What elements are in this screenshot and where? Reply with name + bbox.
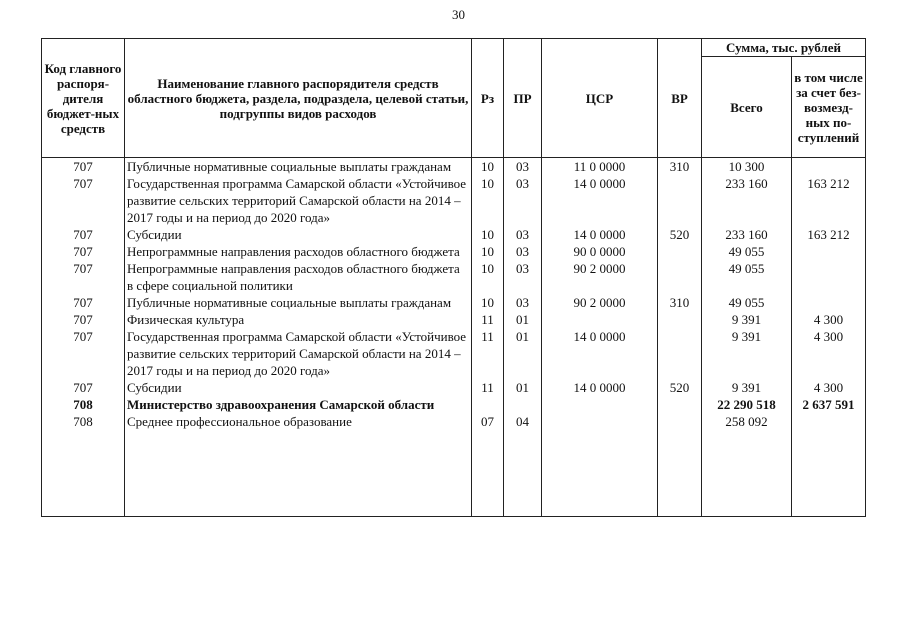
row-gratis: [792, 158, 866, 176]
page-number: 30: [452, 7, 465, 22]
row-rz: 10: [472, 260, 504, 294]
row-name: Министерство здравоохранения Самарской области: [125, 396, 472, 413]
row-csr: 14 0 0000: [542, 379, 658, 396]
row-csr: 90 2 0000: [542, 294, 658, 311]
row-csr: 14 0 0000: [542, 226, 658, 243]
row-gratis: 4 300: [792, 311, 866, 328]
row-pr: 04: [504, 413, 542, 430]
header-code: Код главного распоря-дителя бюджет-ных средств: [42, 39, 125, 158]
row-code: 707: [42, 243, 125, 260]
row-gratis: 4 300: [792, 379, 866, 396]
row-gratis: 163 212: [792, 226, 866, 243]
table-row: [42, 413, 866, 430]
row-gratis: 4 300: [792, 328, 866, 379]
row-vr: [658, 396, 702, 413]
filler-cell: [125, 430, 472, 517]
row-rz: 11: [472, 328, 504, 379]
row-name: Государственная программа Самарской области «Устойчивое развитие сельских территорий Самарской области на 2014 – 2017 годы и на период до 2020 года»: [125, 175, 472, 226]
filler-cell: [702, 430, 792, 517]
header-name: Наименование главного распорядителя средств областного бюджета, раздела, подраздела, целевой статьи, подгруппы видов расходов: [125, 39, 472, 158]
table-row: [42, 226, 866, 243]
filler-cell: [472, 430, 504, 517]
row-csr: 11 0 0000: [542, 158, 658, 176]
row-gratis: [792, 243, 866, 260]
table-row: [42, 294, 866, 311]
row-total: 49 055: [702, 260, 792, 294]
row-total: 258 092: [702, 413, 792, 430]
row-vr: [658, 260, 702, 294]
filler-cell: [792, 430, 866, 517]
table-row: [42, 328, 866, 379]
table-header: [42, 39, 866, 158]
row-total: 9 391: [702, 328, 792, 379]
row-rz: [472, 396, 504, 413]
row-name: Физическая культура: [125, 311, 472, 328]
row-name: Государственная программа Самарской области «Устойчивое развитие сельских территорий Самарской области на 2014 – 2017 годы и на период до 2020 года»: [125, 328, 472, 379]
row-vr: 310: [658, 294, 702, 311]
row-pr: 01: [504, 328, 542, 379]
filler-cell: [504, 430, 542, 517]
row-total: 10 300: [702, 158, 792, 176]
row-pr: 01: [504, 379, 542, 396]
row-code: 707: [42, 260, 125, 294]
row-total: 49 055: [702, 294, 792, 311]
row-rz: 10: [472, 226, 504, 243]
row-rz: 10: [472, 158, 504, 176]
row-pr: 01: [504, 311, 542, 328]
row-pr: 03: [504, 243, 542, 260]
header-sum: Сумма, тыс. рублей: [702, 39, 866, 57]
row-vr: [658, 243, 702, 260]
row-total: 49 055: [702, 243, 792, 260]
table-row: [42, 175, 866, 226]
row-code: 707: [42, 379, 125, 396]
row-csr: [542, 396, 658, 413]
row-csr: [542, 311, 658, 328]
table-filler-row: [42, 430, 866, 517]
row-name: Публичные нормативные социальные выплаты гражданам: [125, 158, 472, 176]
table-row: [42, 311, 866, 328]
row-total: 22 290 518: [702, 396, 792, 413]
budget-table: [41, 38, 866, 517]
filler-cell: [658, 430, 702, 517]
row-name: Субсидии: [125, 379, 472, 396]
row-pr: 03: [504, 175, 542, 226]
header-rz: Рз: [472, 39, 504, 158]
row-name: Субсидии: [125, 226, 472, 243]
row-vr: [658, 175, 702, 226]
row-gratis: [792, 413, 866, 430]
row-csr: 14 0 0000: [542, 175, 658, 226]
row-rz: 07: [472, 413, 504, 430]
row-name: Публичные нормативные социальные выплаты гражданам: [125, 294, 472, 311]
table-row: [42, 243, 866, 260]
table-row: [42, 158, 866, 176]
row-csr: [542, 413, 658, 430]
row-name: Среднее профессиональное образование: [125, 413, 472, 430]
row-csr: 14 0 0000: [542, 328, 658, 379]
row-csr: 90 0 0000: [542, 243, 658, 260]
row-rz: 10: [472, 175, 504, 226]
row-vr: 310: [658, 158, 702, 176]
row-gratis: 163 212: [792, 175, 866, 226]
row-pr: [504, 396, 542, 413]
row-code: 707: [42, 158, 125, 176]
row-code: 707: [42, 294, 125, 311]
row-vr: [658, 311, 702, 328]
header-pr: ПР: [504, 39, 542, 158]
table-row: [42, 260, 866, 294]
row-rz: 10: [472, 294, 504, 311]
row-code: 707: [42, 226, 125, 243]
filler-cell: [42, 430, 125, 517]
row-name: Непрограммные направления расходов областного бюджета в сфере социальной политики: [125, 260, 472, 294]
table-body: [42, 158, 866, 517]
row-code: 707: [42, 175, 125, 226]
row-vr: 520: [658, 379, 702, 396]
row-pr: 03: [504, 226, 542, 243]
row-gratis: 2 637 591: [792, 396, 866, 413]
row-name: Непрограммные направления расходов областного бюджета: [125, 243, 472, 260]
header-csr: ЦСР: [542, 39, 658, 158]
row-pr: 03: [504, 158, 542, 176]
table-row: [42, 396, 866, 413]
row-total: 9 391: [702, 311, 792, 328]
table-row: [42, 379, 866, 396]
row-vr: [658, 328, 702, 379]
row-rz: 11: [472, 311, 504, 328]
row-total: 233 160: [702, 226, 792, 243]
row-rz: 11: [472, 379, 504, 396]
row-code: 708: [42, 396, 125, 413]
row-vr: [658, 413, 702, 430]
row-total: 233 160: [702, 175, 792, 226]
filler-cell: [542, 430, 658, 517]
header-gratis: в том числе за счет без-возмезд-ных по-ступлений: [792, 57, 866, 158]
header-vr: ВР: [658, 39, 702, 158]
row-code: 708: [42, 413, 125, 430]
row-pr: 03: [504, 260, 542, 294]
row-code: 707: [42, 311, 125, 328]
row-pr: 03: [504, 294, 542, 311]
row-gratis: [792, 260, 866, 294]
row-total: 9 391: [702, 379, 792, 396]
row-vr: 520: [658, 226, 702, 243]
header-total: Всего: [702, 57, 792, 158]
row-gratis: [792, 294, 866, 311]
row-csr: 90 2 0000: [542, 260, 658, 294]
row-code: 707: [42, 328, 125, 379]
row-rz: 10: [472, 243, 504, 260]
